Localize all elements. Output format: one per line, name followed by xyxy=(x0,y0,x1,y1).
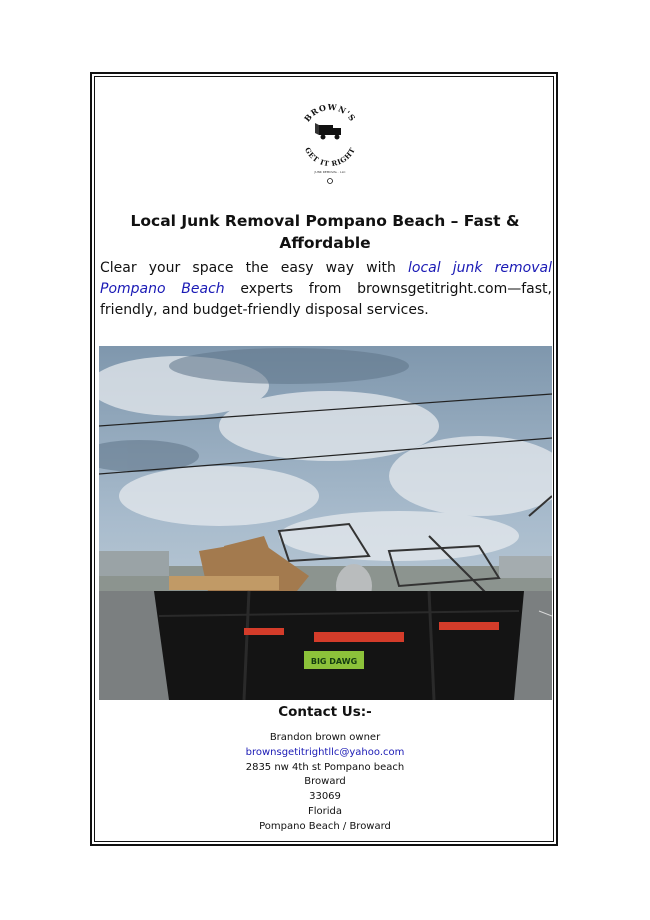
logo-arc-bottom-text: GET IT RIGHT xyxy=(303,145,357,169)
junk-dumpster-photo xyxy=(99,346,552,700)
contact-area: Pompano Beach / Broward xyxy=(259,820,391,832)
intro-text-before: Clear your space the easy way with xyxy=(100,260,408,276)
logo-small-text: JUNK REMOVAL · LLC xyxy=(314,170,346,174)
browns-get-it-right-logo xyxy=(295,95,365,185)
contact-email-link[interactable]: brownsgetitrightllc@yahoo.com xyxy=(245,746,405,758)
intro-paragraph xyxy=(100,258,552,321)
contact-state: Florida xyxy=(307,805,342,817)
contact-details xyxy=(100,731,550,835)
contact-name: Brandon brown owner xyxy=(269,732,381,743)
contact-address: 2835 nw 4th st Pompano beach xyxy=(245,761,405,773)
logo-mark-icon xyxy=(328,179,333,184)
logo-arc-top-text: BROWN'S xyxy=(301,101,359,124)
contact-county: Broward xyxy=(304,776,346,788)
intro-text-after: experts from brownsgetitright.com—fast, friendly, and budget-friendly disposal services. xyxy=(100,281,552,318)
contact-heading: Contact Us:- xyxy=(278,704,372,720)
truck-icon xyxy=(315,123,341,140)
dumpster-label: BIG DAWG xyxy=(310,657,358,666)
svg-text:BROWN'S xyxy=(302,102,358,124)
svg-text:GET IT RIGHT xyxy=(303,146,357,168)
local-junk-removal-link[interactable]: local junk removal Pompano Beach xyxy=(100,260,552,297)
page-title: Local Junk Removal Pompano Beach – Fast & Affordable xyxy=(130,212,520,252)
contact-zip: 33069 xyxy=(309,791,341,803)
